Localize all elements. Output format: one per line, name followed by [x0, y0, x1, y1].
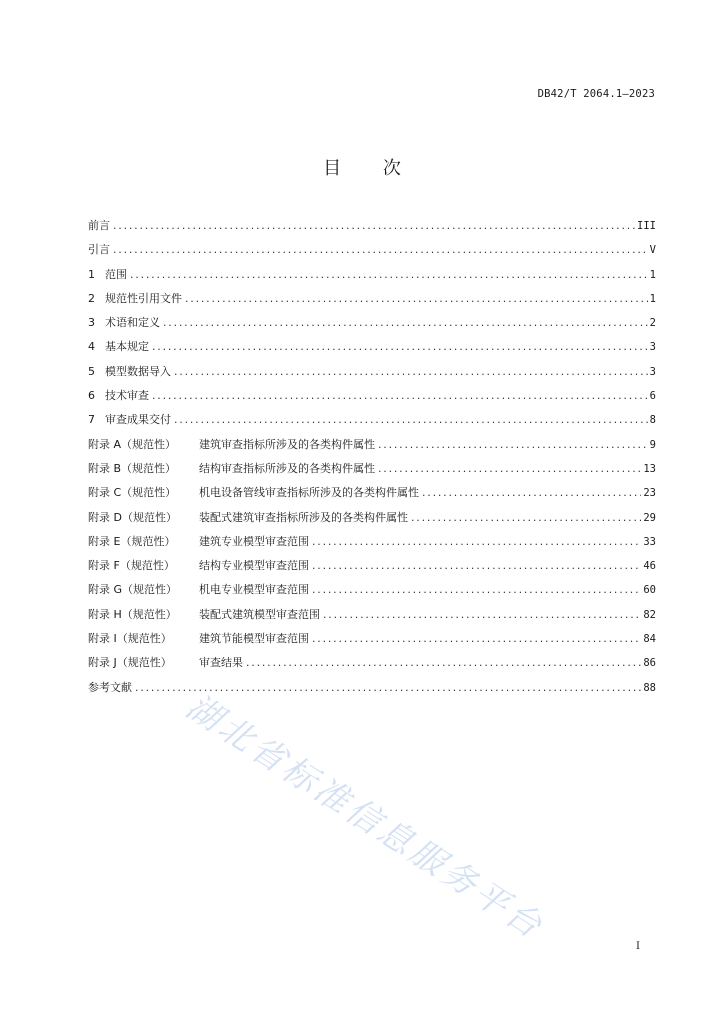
toc-entry[interactable] — [88, 438, 656, 462]
toc-entry[interactable] — [88, 681, 656, 705]
toc-entry-title: 装配式建筑模型审查范围 — [199, 607, 320, 621]
toc-entry-page: 3 — [649, 365, 656, 378]
toc-entry-page: 8 — [649, 414, 656, 427]
toc-leader-dots — [246, 656, 641, 670]
toc-entry-title: 规范性引用文件 — [105, 291, 182, 305]
toc-entry-appendix-label: 附录 C（规范性） — [88, 486, 177, 500]
toc-entry-title: 建筑专业模型审查范围 — [199, 534, 309, 548]
toc-entry-page: 33 — [643, 535, 656, 548]
toc-entry-title: 结构审查指标所涉及的各类构件属性 — [199, 461, 375, 475]
toc-leader-dots — [378, 462, 641, 476]
toc-leader-dots — [323, 608, 641, 622]
toc-entry-appendix-label: 附录 J（规范性） — [88, 656, 172, 670]
toc-leader-dots — [378, 438, 648, 452]
toc-entry-title: 引言 — [88, 243, 110, 257]
toc-entry-title: 范围 — [105, 267, 127, 281]
toc-entry[interactable] — [88, 340, 656, 364]
toc-leader-dots — [411, 511, 641, 525]
page-title: 目 次 — [323, 158, 419, 179]
toc-leader-dots — [174, 365, 648, 379]
toc-entry-number: 6 — [88, 389, 95, 403]
toc-entry-page: 86 — [643, 657, 656, 670]
toc-entry-title: 机电专业模型审查范围 — [199, 583, 309, 597]
toc-leader-dots — [113, 243, 648, 257]
toc-entry[interactable] — [88, 365, 656, 389]
toc-entry-page: 1 — [649, 292, 656, 305]
toc-entry-page: 60 — [643, 584, 656, 597]
toc-entry[interactable] — [88, 632, 656, 656]
toc-entry[interactable] — [88, 535, 656, 559]
toc-entry-page: V — [649, 244, 656, 257]
toc-entry-title: 基本规定 — [105, 340, 149, 354]
toc-entry-page: 6 — [649, 390, 656, 403]
toc-entry-number: 1 — [88, 267, 95, 281]
toc-entry-appendix-label: 附录 G（规范性） — [88, 583, 178, 597]
toc-entry-appendix-label: 附录 F（规范性） — [88, 559, 175, 573]
toc-entry-number: 4 — [88, 340, 95, 354]
toc-entry-title: 参考文献 — [88, 680, 132, 694]
watermark-text: 湖北省标准信息服务平台 — [178, 686, 552, 948]
toc-entry[interactable] — [88, 583, 656, 607]
toc-entry[interactable] — [88, 243, 656, 267]
toc-entry-page: 29 — [643, 511, 656, 524]
toc-leader-dots — [312, 583, 641, 597]
toc-entry-title: 审查成果交付 — [105, 413, 171, 427]
toc-entry-page: 88 — [643, 681, 656, 694]
toc-entry-title: 前言 — [88, 219, 110, 232]
toc-entry-page: 3 — [649, 341, 656, 354]
toc-leader-dots — [152, 340, 648, 354]
toc-leader-dots — [312, 535, 641, 549]
toc-entry-page: 13 — [643, 462, 656, 475]
toc-entry-appendix-label: 附录 E（规范性） — [88, 534, 176, 548]
toc-entry[interactable] — [88, 413, 656, 437]
toc-entry-title: 机电设备管线审查指标所涉及的各类构件属性 — [199, 486, 419, 500]
toc-entry-title: 技术审查 — [105, 389, 149, 403]
document-code: DB42/T 2064.1—2023 — [537, 88, 655, 100]
toc-entry-page: 23 — [643, 487, 656, 500]
toc-entry-number: 5 — [88, 364, 95, 378]
toc-entry-title: 建筑审查指标所涉及的各类构件属性 — [199, 437, 375, 451]
toc-leader-dots — [312, 559, 641, 573]
toc-entry-number: 7 — [88, 413, 95, 427]
toc-entry-title: 结构专业模型审查范围 — [199, 559, 309, 573]
toc-entry-page: 46 — [643, 560, 656, 573]
toc-entry[interactable] — [88, 219, 656, 243]
toc-leader-dots — [422, 486, 641, 500]
toc-entry[interactable] — [88, 486, 656, 510]
toc-leader-dots — [152, 389, 648, 403]
toc-entry-page: 82 — [643, 608, 656, 621]
toc-entry[interactable] — [88, 656, 656, 680]
table-of-contents — [88, 219, 656, 705]
toc-leader-dots — [312, 632, 641, 646]
toc-entry[interactable] — [88, 389, 656, 413]
toc-entry-number: 3 — [88, 316, 95, 330]
toc-entry[interactable] — [88, 608, 656, 632]
toc-leader-dots — [113, 219, 635, 233]
toc-leader-dots — [174, 413, 648, 427]
toc-entry-appendix-label: 附录 D（规范性） — [88, 510, 177, 524]
toc-entry[interactable] — [88, 316, 656, 340]
toc-entry-appendix-label: 附录 A（规范性） — [88, 437, 177, 451]
toc-leader-dots — [185, 292, 648, 306]
toc-entry-page: III — [637, 220, 656, 232]
toc-entry[interactable] — [88, 462, 656, 486]
toc-entry-number: 2 — [88, 291, 95, 305]
toc-entry[interactable] — [88, 268, 656, 292]
toc-entry[interactable] — [88, 292, 656, 316]
toc-leader-dots — [130, 268, 648, 282]
toc-entry[interactable] — [88, 559, 656, 583]
toc-entry-page: 2 — [649, 317, 656, 330]
toc-leader-dots — [163, 316, 648, 330]
page-number: I — [636, 941, 640, 952]
toc-entry-appendix-label: 附录 B（规范性） — [88, 461, 177, 475]
toc-entry-title: 装配式建筑审查指标所涉及的各类构件属性 — [199, 510, 408, 524]
toc-entry-appendix-label: 附录 I（规范性） — [88, 632, 172, 646]
toc-entry-page: 1 — [649, 268, 656, 281]
toc-entry[interactable] — [88, 511, 656, 535]
toc-entry-title: 审查结果 — [199, 656, 243, 670]
toc-entry-title: 模型数据导入 — [105, 364, 171, 378]
toc-entry-appendix-label: 附录 H（规范性） — [88, 607, 177, 621]
toc-entry-title: 术语和定义 — [105, 316, 160, 330]
toc-leader-dots — [135, 681, 641, 695]
toc-entry-page: 9 — [649, 438, 656, 451]
toc-entry-page: 84 — [643, 633, 656, 646]
toc-entry-title: 建筑节能模型审查范围 — [199, 632, 309, 646]
